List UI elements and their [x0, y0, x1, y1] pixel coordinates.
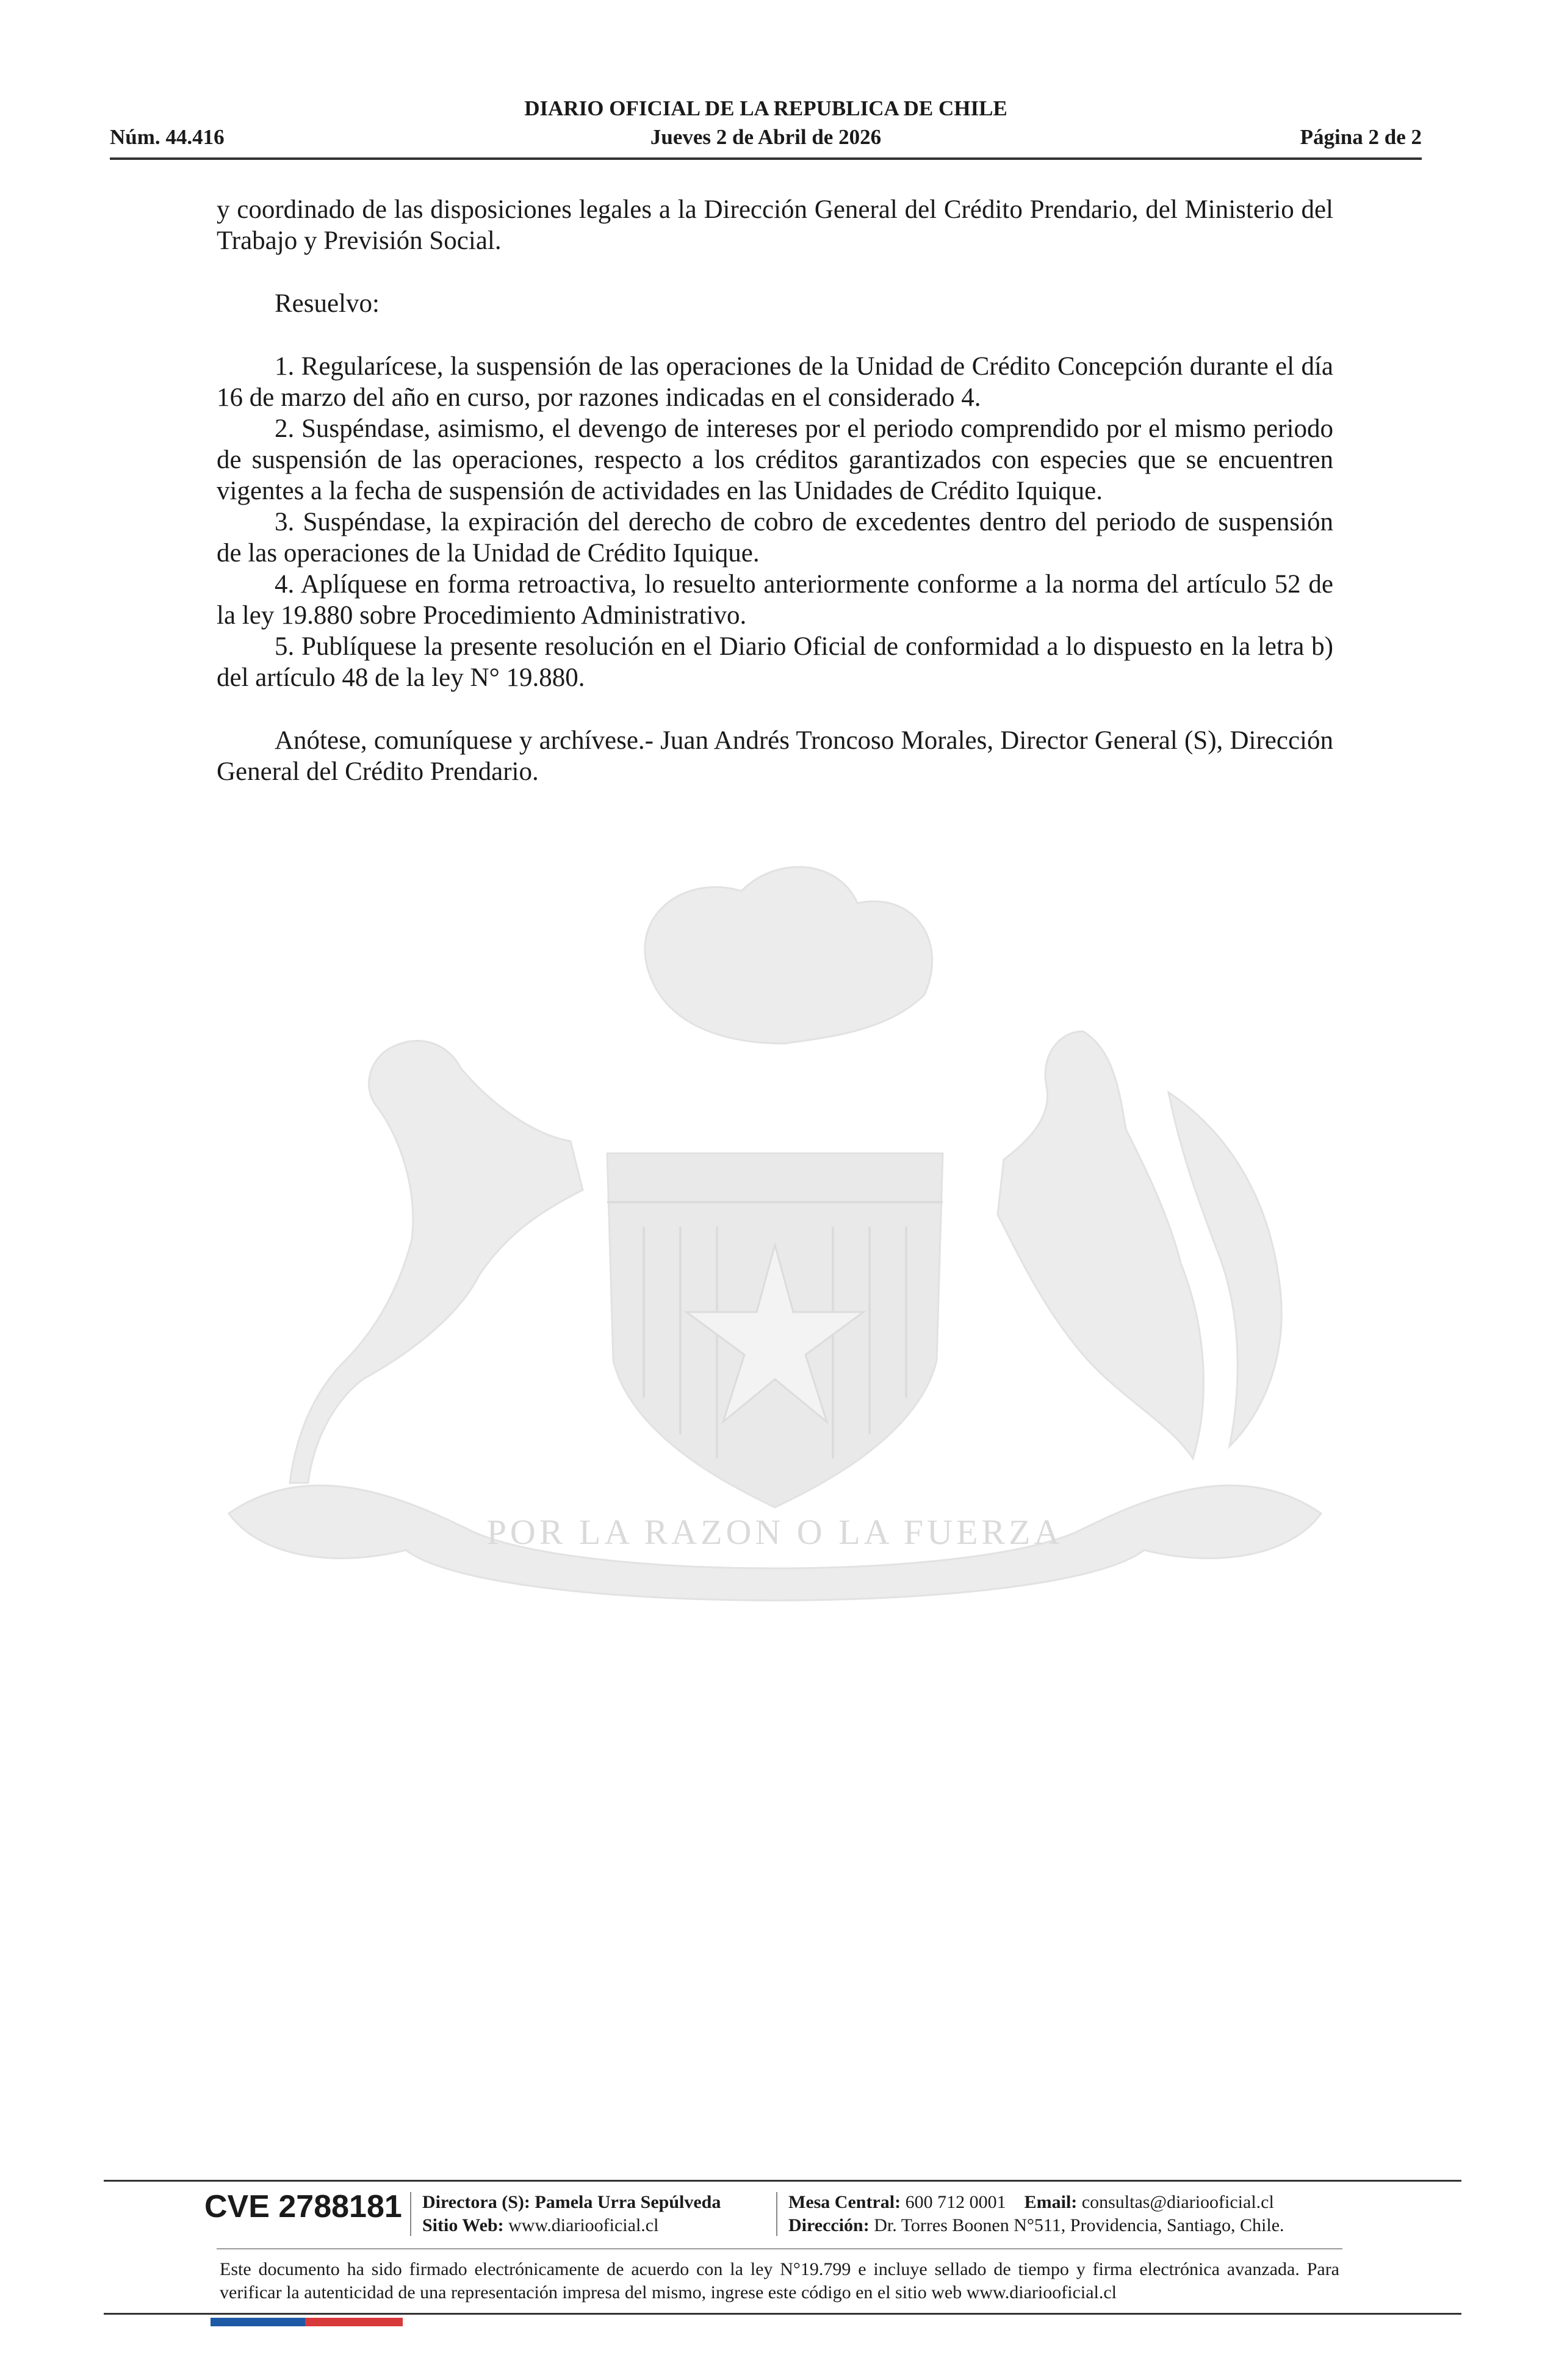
- address-value: Dr. Torres Boonen N°511, Providencia, Santiago, Chile.: [874, 2215, 1284, 2235]
- footer-contact-block: [788, 2191, 1284, 2237]
- flag-bar-red: [305, 2318, 403, 2326]
- resolution-item: 4. Aplíquese en forma retroactiva, lo resuelto anteriormente conforme a la norma del artículo 52 de la ley 19.880 sobre Procedimiento Administrativo.: [217, 570, 1333, 630]
- issue-number: Núm. 44.416: [110, 125, 225, 149]
- coat-of-arms-watermark-icon: [217, 848, 1333, 1666]
- resuelvo-heading: Resuelvo:: [275, 289, 380, 318]
- footer-divider: [776, 2192, 777, 2236]
- web-label: Sitio Web:: [422, 2215, 504, 2235]
- director-label: Directora (S):: [422, 2192, 530, 2212]
- watermark-motto: POR LA RAZON O LA FUERZA: [486, 1512, 1064, 1552]
- footer-top-rule: [104, 2180, 1461, 2182]
- address-label: Dirección:: [788, 2215, 870, 2235]
- director-name: Pamela Urra Sepúlveda: [535, 2192, 721, 2212]
- page-indicator: Página 2 de 2: [1300, 125, 1422, 149]
- footer-bottom-rule: [104, 2313, 1461, 2315]
- email-link[interactable]: consultas@diariooficial.cl: [1081, 2192, 1274, 2212]
- intro-paragraph: y coordinado de las disposiciones legales a la Dirección General del Crédito Prendario, del Ministerio del Trabajo y Previsión Social.: [217, 195, 1333, 255]
- flag-bar-blue: [211, 2318, 305, 2326]
- email-label: Email:: [1024, 2192, 1078, 2212]
- footer-inner-rule: [217, 2248, 1342, 2249]
- document-body: [217, 194, 1333, 787]
- newspaper-title: DIARIO OFICIAL DE LA REPUBLICA DE CHILE: [524, 96, 1007, 120]
- issue-date: Jueves 2 de Abril de 2026: [650, 125, 882, 149]
- web-link[interactable]: www.diariooficial.cl: [508, 2215, 659, 2235]
- resolution-item: 1. Regularícese, la suspensión de las operaciones de la Unidad de Crédito Concepción durante el día 16 de marzo del año en curso, por razones indicadas en el considerado 4.: [217, 352, 1333, 412]
- footer-divider: [410, 2192, 411, 2236]
- resolution-item: 3. Suspéndase, la expiración del derecho de cobro de excedentes dentro del periodo de suspensión de las operaciones de la Unidad de Crédito Iquique.: [217, 508, 1333, 568]
- phone-label: Mesa Central:: [788, 2192, 901, 2212]
- cve-code: CVE 2788181: [204, 2189, 402, 2224]
- legal-notice: Este documento ha sido firmado electrónicamente de acuerdo con la ley N°19.799 e incluye sellado de tiempo y firma electrónica avanzada. Para verificar la autenticidad de una representación impresa del mismo, ingrese este código en el sitio web www.diariooficial.cl: [220, 2259, 1339, 2302]
- footer-director-block: [422, 2191, 721, 2237]
- phone-value: 600 712 0001: [905, 2192, 1006, 2212]
- page-header: [110, 92, 1422, 160]
- closing-paragraph: Anótese, comuníquese y archívese.- Juan Andrés Troncoso Morales, Director General (S), Dirección General del Crédito Prendario.: [217, 726, 1333, 786]
- resolution-item: 5. Publíquese la presente resolución en el Diario Oficial de conformidad a lo dispuesto en la letra b) del artículo 48 de la ley N° 19.880.: [217, 632, 1333, 692]
- resolution-item: 2. Suspéndase, asimismo, el devengo de intereses por el periodo comprendido por el mismo periodo de suspensión de las operaciones, respecto a los créditos garantizados con especies que se encuentren vigentes a la fecha de suspensión de actividades en las Unidades de Crédito Iquique.: [217, 414, 1333, 505]
